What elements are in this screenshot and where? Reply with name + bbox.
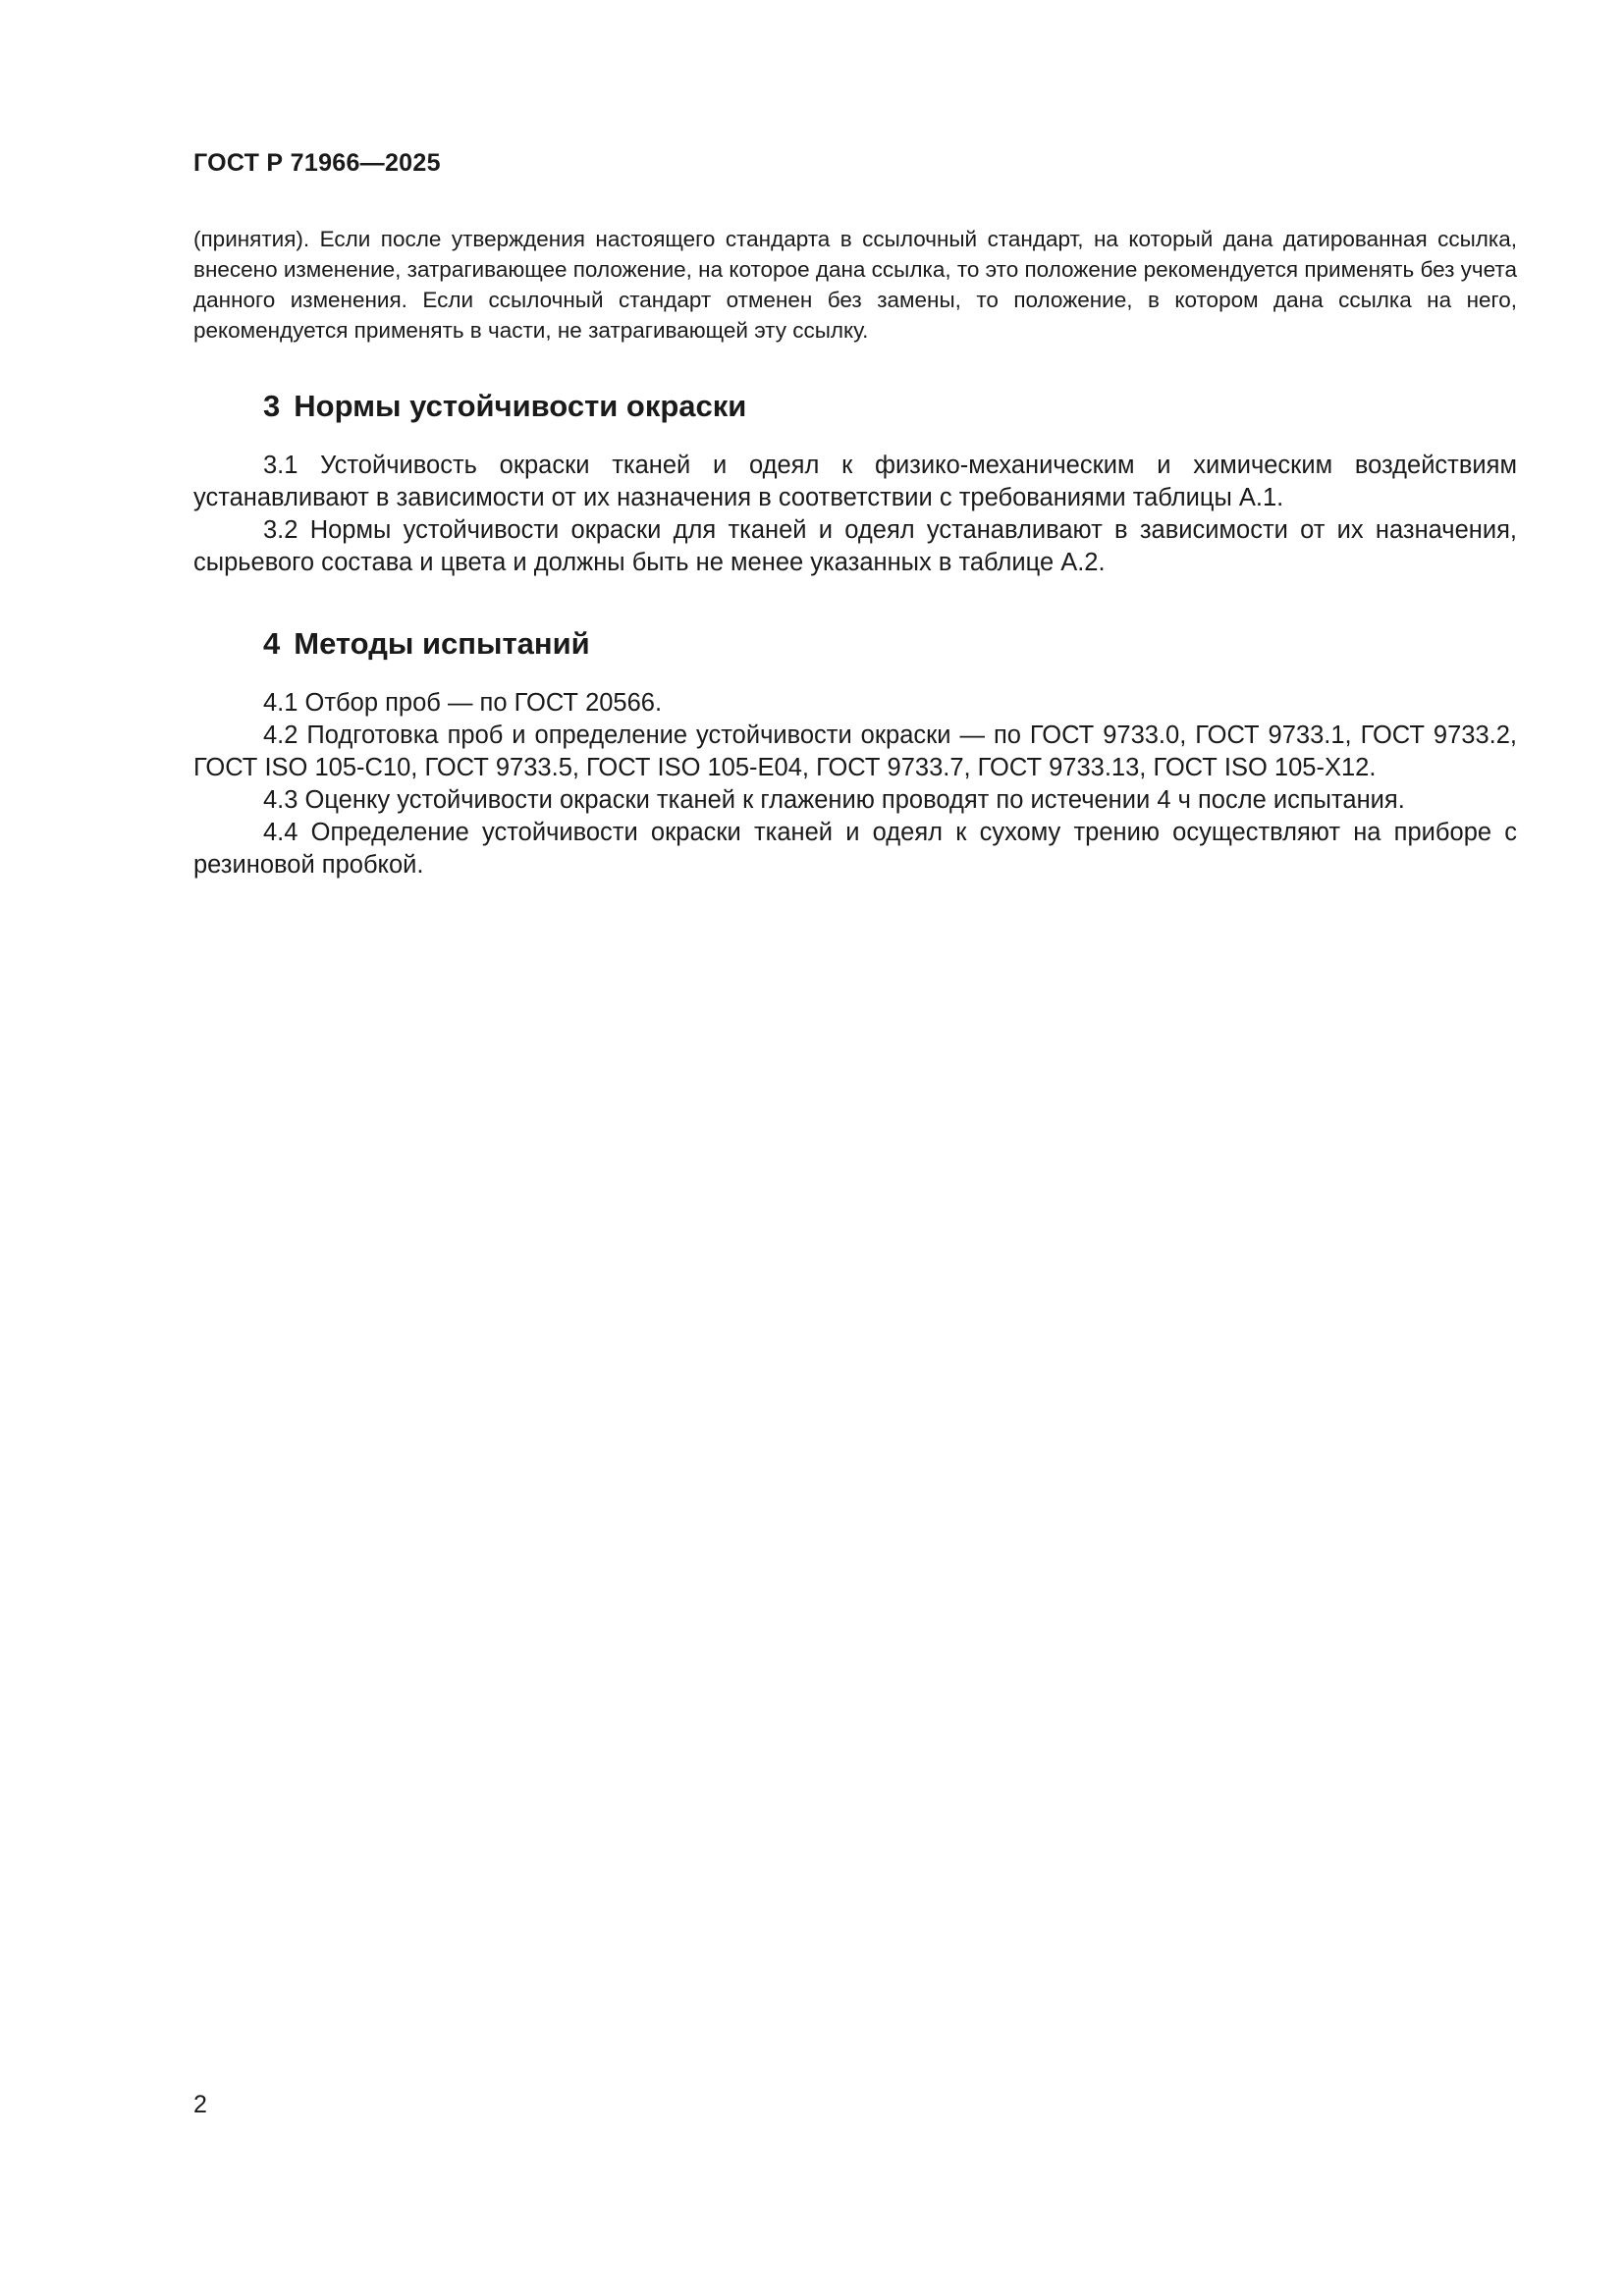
section-3-title: Нормы устойчивости окраски	[294, 389, 747, 423]
paragraph-4-2: 4.2 Подготовка проб и определение устойчивости окраски — по ГОСТ 9733.0, ГОСТ 9733.1, ГОСТ 9733.2, ГОСТ ISO 105-С10, ГОСТ 9733.5, ГОСТ ISO 105-Е04, ГОСТ 9733.7, ГОСТ 9733.13, ГОСТ ISO 105-X12.	[193, 721, 1517, 781]
section-4-heading	[263, 626, 1517, 662]
intro-paragraph: (принятия). Если после утверждения настоящего стандарта в ссылочный стандарт, на который дана датированная ссылка, внесено изменение, затрагивающее положение, на которое дана ссылка, то это положение рекомендуется применять без учета данного изменения. Если ссылочный стандарт отменен без замены, то положение, в котором дана ссылка на него, рекомендуется применять в части, не затрагивающей эту ссылку.	[193, 227, 1517, 343]
paragraph-4-1: 4.1 Отбор проб — по ГОСТ 20566.	[263, 689, 663, 717]
page-number: 2	[193, 2091, 207, 2118]
paragraph-3-2: 3.2 Нормы устойчивости окраски для тканей и одеял устанавливают в зависимости от их назначения, сырьевого состава и цвета и должны быть не менее указанных в таблице А.2.	[193, 516, 1517, 576]
section-3-number: 3	[263, 389, 281, 423]
document-header: ГОСТ Р 71966—2025	[193, 149, 441, 177]
section-4-title: Методы испытаний	[294, 626, 590, 661]
section-4-number: 4	[263, 626, 281, 661]
section-3-heading	[263, 389, 1517, 424]
paragraph-4-3: 4.3 Оценку устойчивости окраски тканей к глажению проводят по истечении 4 ч после испытания.	[263, 786, 1405, 814]
paragraph-3-1: 3.1 Устойчивость окраски тканей и одеял к физико-механическим и химическим воздействиям устанавливают в зависимости от их назначения в соответствии с требованиями таблицы А.1.	[193, 452, 1517, 511]
paragraph-4-4: 4.4 Определение устойчивости окраски тканей и одеял к сухому трению осуществляют на приборе с резиновой пробкой.	[193, 819, 1517, 879]
document-body	[193, 224, 1517, 881]
